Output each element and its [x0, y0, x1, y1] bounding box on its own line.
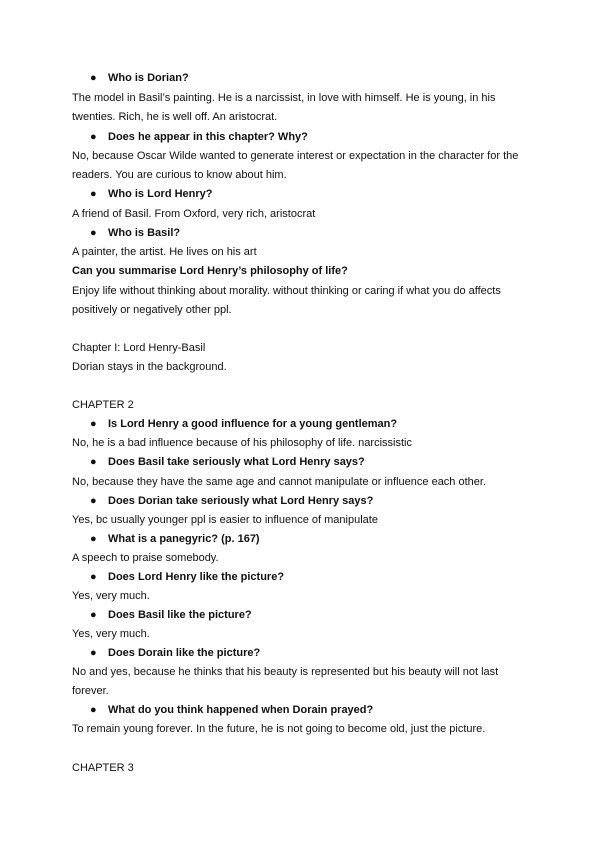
answer-line: Yes, very much. [72, 628, 150, 640]
answer-line: The model in Basil’s painting. He is a narcissist, in love with himself. He is young, in his [72, 92, 496, 104]
question-who-is-dorian: Who is Dorian? [108, 72, 189, 84]
bullet: ● [90, 456, 97, 468]
answer-line: Enjoy life without thinking about morality. without thinking or caring if what you do affects [72, 285, 501, 297]
answer-line: Yes, very much. [72, 590, 150, 602]
chapter-note: Dorian stays in the background. [72, 361, 227, 373]
question-dorian-picture: Does Dorain like the picture? [108, 647, 261, 659]
answer-line: A speech to praise somebody. [72, 552, 219, 564]
answer-line: A friend of Basil. From Oxford, very rich, aristocrat [72, 208, 316, 220]
bullet: ● [90, 227, 97, 239]
bullet: ● [90, 609, 97, 621]
bullet: ● [90, 495, 97, 507]
answer-line: No and yes, because he thinks that his beauty is represented but his beauty will not last [72, 666, 499, 678]
bullet: ● [90, 188, 97, 200]
question-appear: Does he appear in this chapter? Why? [108, 131, 308, 143]
question-henry-picture: Does Lord Henry like the picture? [108, 571, 285, 583]
question-dorian-serious: Does Dorian take seriously what Lord Henry says? [108, 495, 374, 507]
bullet: ● [90, 647, 97, 659]
question-panegyric: What is a panegyric? (p. 167) [108, 533, 260, 545]
answer-line: Yes, bc usually younger ppl is easier to influence of manipulate [72, 514, 378, 526]
bullet: ● [90, 418, 97, 430]
answer-line: No, because they have the same age and cannot manipulate or influence each other. [72, 476, 487, 488]
chapter-heading: CHAPTER 3 [72, 762, 134, 774]
question-prayed: What do you think happened when Dorain prayed? [108, 704, 374, 716]
bullet: ● [90, 571, 97, 583]
chapter-heading: CHAPTER 2 [72, 399, 134, 411]
question-who-is-henry: Who is Lord Henry? [108, 188, 213, 200]
answer-line: twenties. Rich, he is well off. An aristocrat. [72, 111, 278, 123]
question-who-is-basil: Who is Basil? [108, 227, 181, 239]
bullet: ● [90, 72, 97, 84]
chapter-note: Chapter I: Lord Henry-Basil [72, 342, 206, 354]
bullet: ● [90, 533, 97, 545]
answer-line: positively or negatively other ppl. [72, 304, 232, 316]
question-philosophy: Can you summarise Lord Henry’s philosophy of life? [72, 265, 348, 277]
answer-line: To remain young forever. In the future, he is not going to become old, just the picture. [72, 723, 486, 735]
question-basil-serious: Does Basil take seriously what Lord Henry says? [108, 456, 365, 468]
question-influence: Is Lord Henry a good influence for a young gentleman? [108, 418, 398, 430]
answer-line: A painter, the artist. He lives on his art [72, 246, 257, 258]
answer-line: readers. You are curious to know about him. [72, 169, 287, 181]
answer-line: No, he is a bad influence because of his philosophy of life. narcissistic [72, 437, 412, 449]
question-basil-picture: Does Basil like the picture? [108, 609, 252, 621]
bullet: ● [90, 131, 97, 143]
answer-line: No, because Oscar Wilde wanted to generate interest or expectation in the character for the [72, 150, 519, 162]
bullet: ● [90, 704, 97, 716]
answer-line: forever. [72, 685, 109, 697]
